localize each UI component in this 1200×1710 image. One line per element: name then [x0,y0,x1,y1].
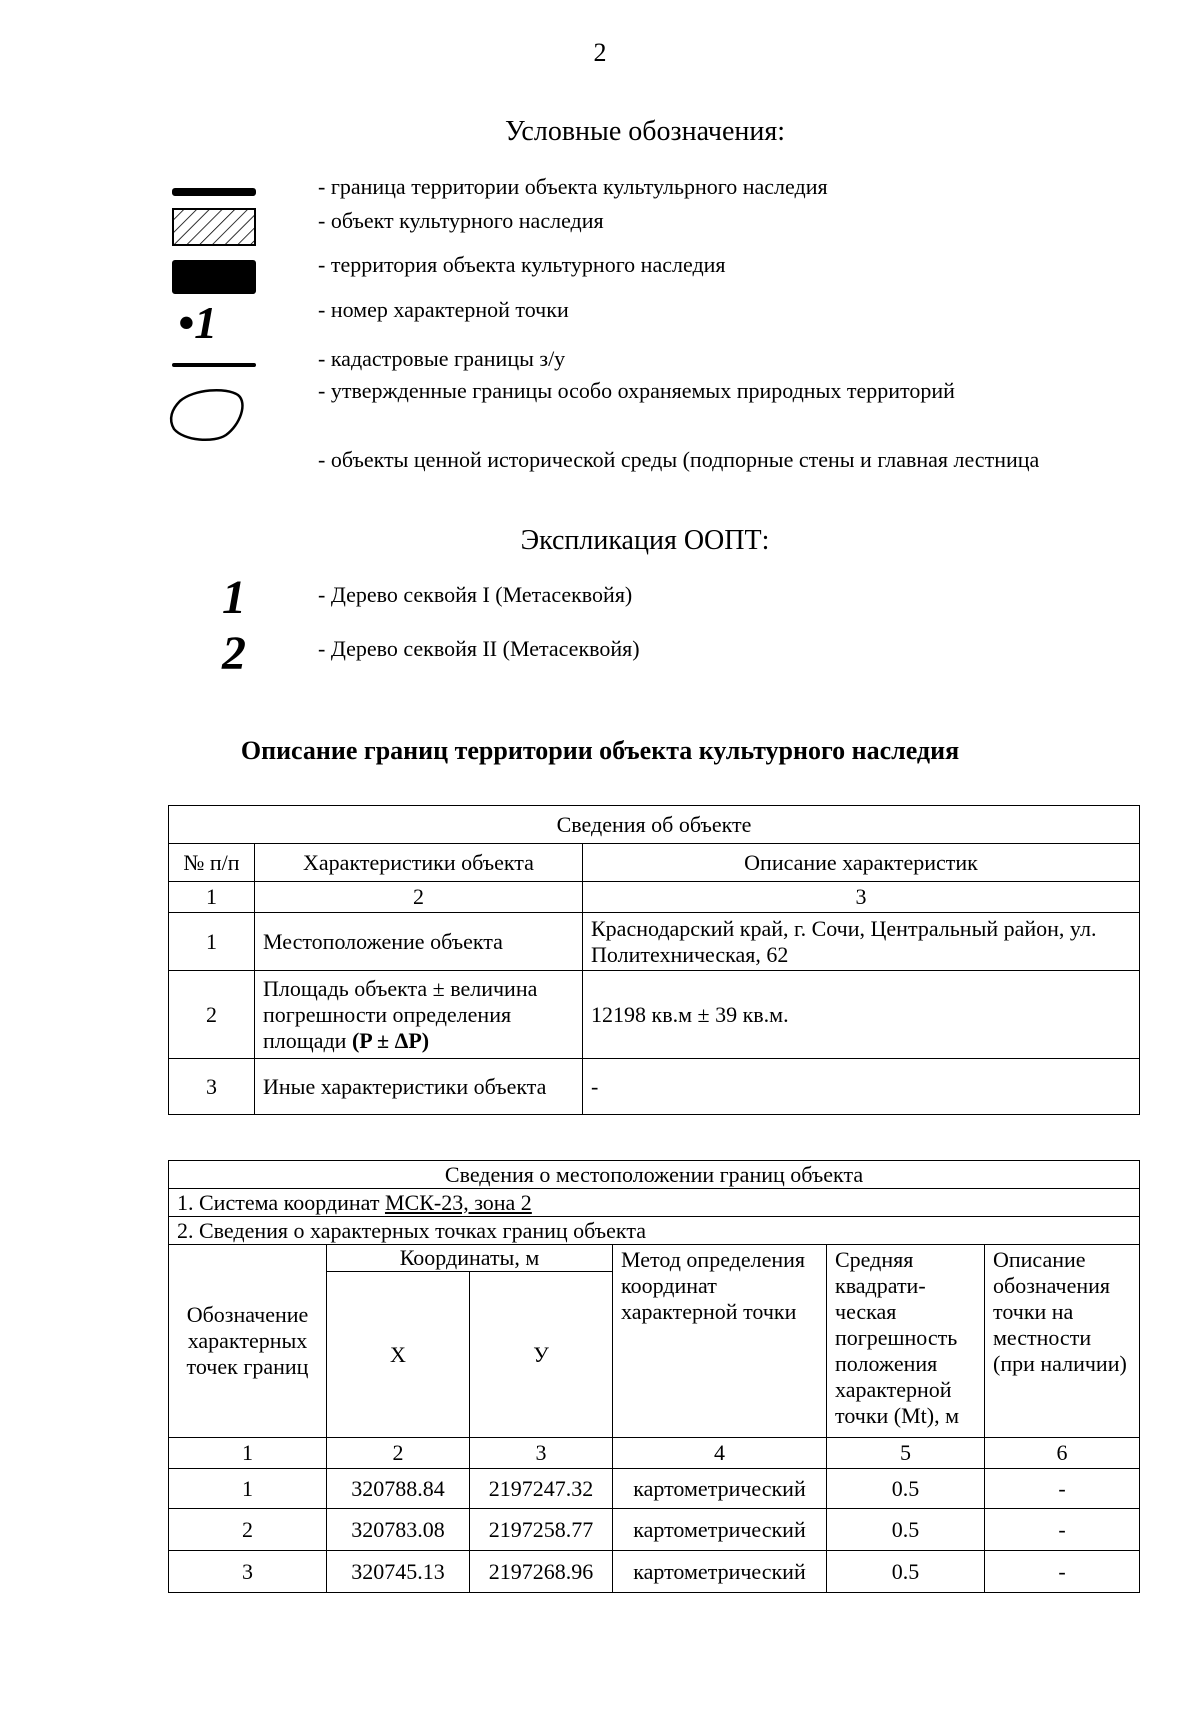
table-row [169,1509,1140,1551]
coord-system-row [169,1189,1140,1217]
y-cell: 2197258.77 [470,1509,613,1551]
column-number: 3 [470,1438,613,1469]
row-number: 1 [169,913,255,971]
characteristic-cell: Иные характеристики объекта [255,1059,583,1115]
point-id-cell: 3 [169,1551,327,1593]
table-row [169,1469,1140,1509]
error-cell: 0.5 [827,1469,985,1509]
method-cell: картометрический [613,1469,827,1509]
column-header-x: X [327,1272,470,1438]
points-caption: 2. Сведения о характерных точках границ объекта [169,1217,1140,1245]
hatched-rect-icon [172,208,256,246]
column-number: 6 [985,1438,1140,1469]
x-cell: 320783.08 [327,1509,470,1551]
column-number: 5 [827,1438,985,1469]
table-caption: Сведения об объекте [169,806,1140,844]
legend-text-historic-environment: - объекты ценной исторической среды (подпорные стены и главная лестница [318,447,1040,472]
table-row [169,1059,1140,1115]
characteristic-text: Площадь объекта ± величина погрешности определения площади [263,975,538,1053]
column-header-error: Средняя квадрати-ческая погрешность положения характерной точки (Mt), м [827,1245,985,1438]
description-cell: 12198 кв.м ± 39 кв.м. [583,971,1140,1059]
x-cell: 320745.13 [327,1551,470,1593]
row-number: 3 [169,1059,255,1115]
legend-text-cadastral: - кадастровые границы з/у [318,346,566,371]
y-cell: 2197247.32 [470,1469,613,1509]
point-id-cell: 2 [169,1509,327,1551]
explication-number: 2 [222,627,246,680]
column-header-description: Описание обозначения точки на местности (при наличии) [985,1245,1140,1438]
column-header-y: У [470,1272,613,1438]
explication-text: - Дерево секвойя I (Метасеквойя) [318,582,633,607]
filled-rect-icon [172,260,256,294]
column-header: Описание характеристик [583,844,1140,882]
method-cell: картометрический [613,1509,827,1551]
explication-title: Экспликация ООПТ: [520,525,770,556]
legend-text-heritage-territory: - территория объекта культурного наследия [318,252,726,277]
coord-system-label: 1. Система координат [177,1189,380,1215]
column-header-designation: Обозначение характерных точек границ [169,1245,327,1438]
formula-text: (P ± ΔP) [351,1027,430,1053]
object-info-table [168,805,1140,1115]
table-row [169,1551,1140,1593]
characteristic-cell [255,971,583,1059]
thin-line-icon [172,363,256,367]
column-header-coords: Координаты, м [327,1245,613,1272]
table-caption: Сведения о местоположении границ объекта [169,1161,1140,1189]
column-number: 1 [169,1438,327,1469]
thick-line-icon [172,188,256,196]
point-id-cell: 1 [169,1469,327,1509]
legend-title: Условные обозначения: [504,116,786,147]
legend-text-protected-areas: - утвержденные границы особо охраняемых природных территорий [318,378,955,403]
page-number: 2 [593,38,607,67]
column-number: 3 [583,882,1140,913]
column-header: Характеристики объекта [255,844,583,882]
column-number: 4 [613,1438,827,1469]
description-cell: - [985,1551,1140,1593]
column-number: 1 [169,882,255,913]
column-header: № п/п [169,844,255,882]
description-cell: - [583,1059,1140,1115]
method-cell: картометрический [613,1551,827,1593]
legend-text-point-number: - номер характерной точки [318,297,569,322]
description-cell: - [985,1469,1140,1509]
table-row [169,971,1140,1059]
description-cell: Краснодарский край, г. Сочи, Центральный район, ул. Политехническая, 62 [583,913,1140,971]
section-title: Описание границ территории объекта культурного наследия [240,736,960,765]
description-cell: - [985,1509,1140,1551]
error-cell: 0.5 [827,1509,985,1551]
x-cell: 320788.84 [327,1469,470,1509]
characteristic-cell: Местоположение объекта [255,913,583,971]
column-number: 2 [327,1438,470,1469]
column-header-method: Метод определения координат характерной точки [613,1245,827,1438]
explication-number: 1 [222,571,246,624]
legend-text-boundary: - граница территории объекта культульрного наследия [318,174,828,199]
table-row [169,913,1140,971]
column-number: 2 [255,882,583,913]
explication-text: - Дерево секвойя II (Метасеквойя) [318,636,640,661]
y-cell: 2197268.96 [470,1551,613,1593]
outline-shape-icon [168,385,248,443]
legend-text-heritage-object: - объект культурного наследия [318,208,604,233]
point-number-icon: •1 [178,297,218,348]
error-cell: 0.5 [827,1551,985,1593]
location-table [168,1160,1140,1593]
coord-system-value: МСК-23, зона 2 [384,1189,532,1215]
row-number: 2 [169,971,255,1059]
